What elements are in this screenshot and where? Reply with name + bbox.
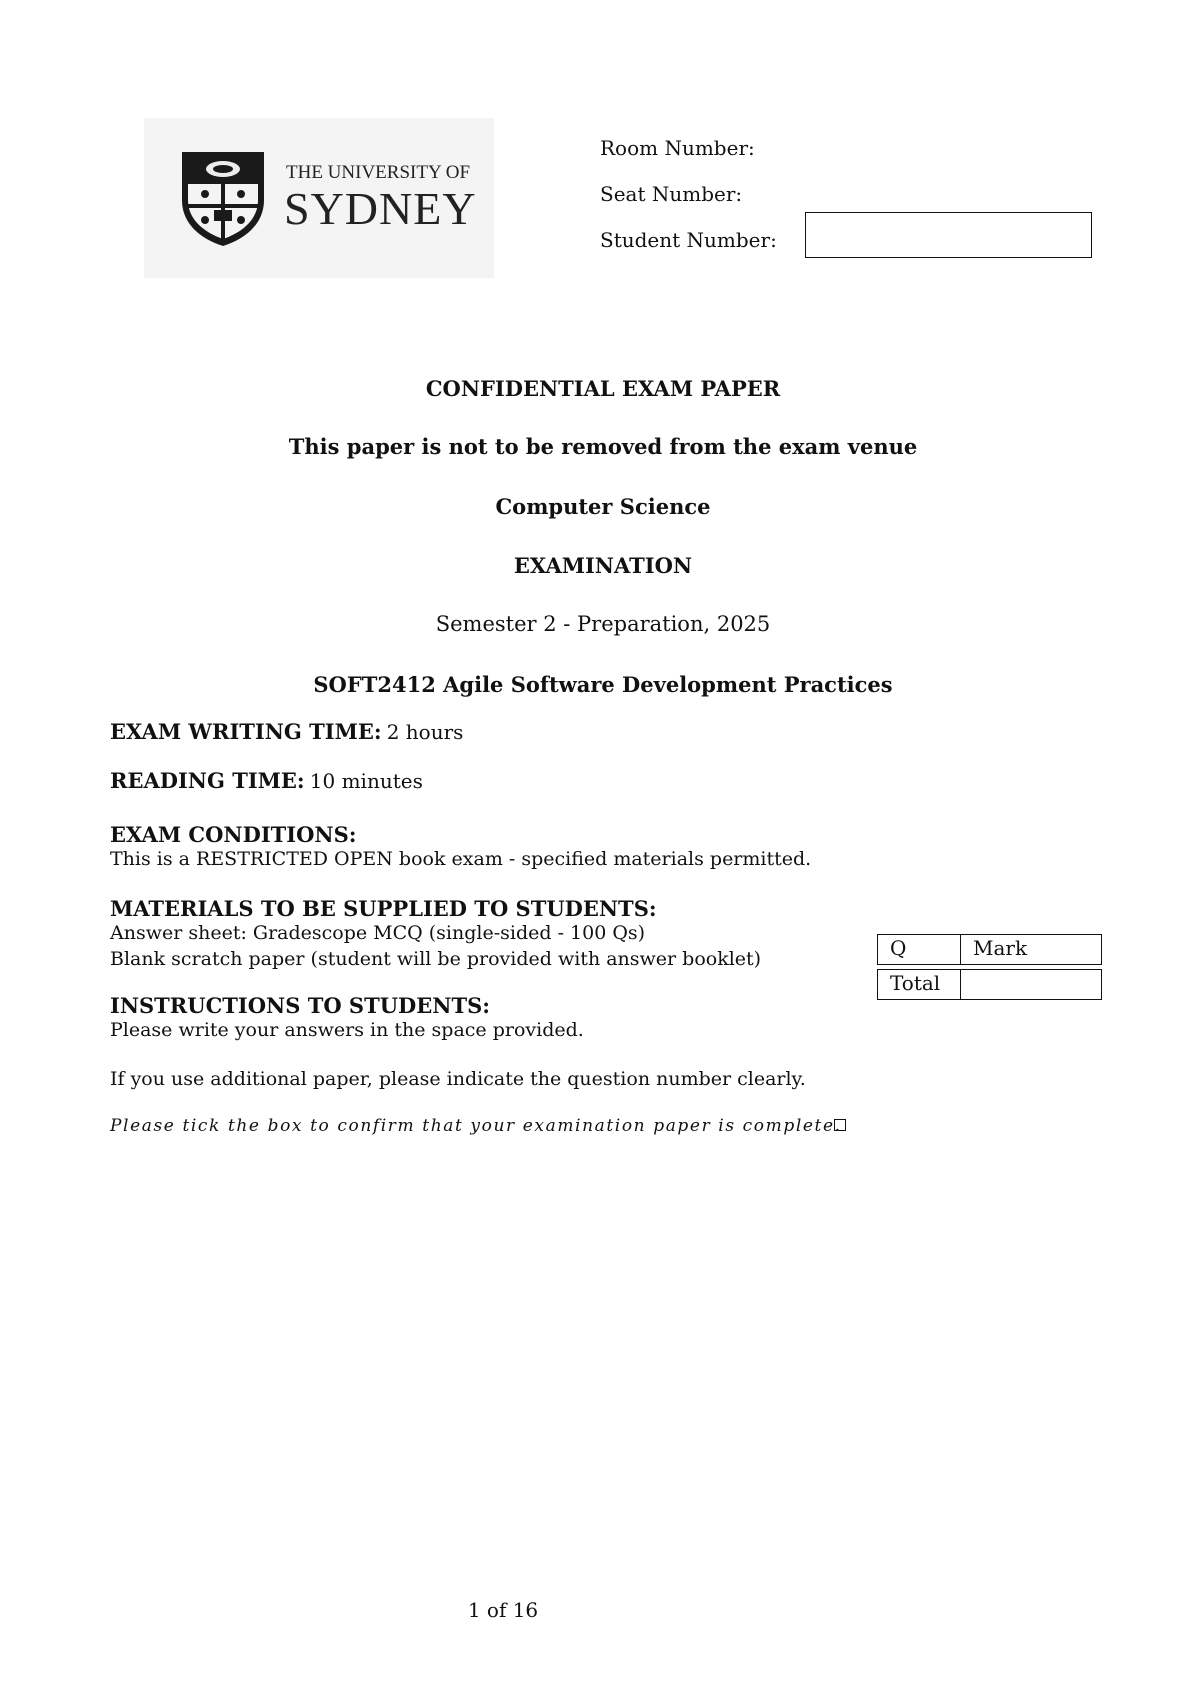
page-number: 1 of 16 [467,1598,539,1622]
student-number-label: Student Number: [600,228,777,252]
logo-text-line1: THE UNIVERSITY OF [286,162,471,183]
room-number-label: Room Number: [600,136,755,160]
mark-table-total-label: Total [878,970,961,999]
confirm-complete-checkbox[interactable] [834,1119,846,1131]
logo-text-line2: SYDNEY [284,183,477,234]
mark-table-header-row [877,934,1102,965]
crest-icon [178,148,268,248]
mark-table-mark-header: Mark [973,936,1028,960]
materials-label: MATERIALS TO BE SUPPLIED TO STUDENTS: [110,896,657,921]
university-logo [144,118,494,278]
mark-table-total-value[interactable] [961,970,1101,999]
materials-line-2: Blank scratch paper (student will be provided with answer booklet) [110,948,762,970]
instructions-label: INSTRUCTIONS TO STUDENTS: [110,993,490,1018]
seat-number-label: Seat Number: [600,182,743,206]
mark-table [877,934,1102,1000]
semester-line: Semester 2 - Preparation, 2025 [435,612,771,636]
materials-line-1: Answer sheet: Gradescope MCQ (single-sided - 100 Qs) [110,922,646,944]
venue-notice: This paper is not to be removed from the exam venue [288,434,918,459]
writing-time-value: 2 hours [386,720,464,744]
reading-time-row [110,768,423,793]
instructions-line-1: Please write your answers in the space provided. [110,1019,584,1041]
reading-time-value: 10 minutes [309,769,423,793]
reading-time-label: READING TIME: [110,768,305,793]
exam-type-title: EXAMINATION [513,553,693,578]
writing-time-label: EXAM WRITING TIME: [110,719,382,744]
student-number-input-box[interactable] [805,212,1092,258]
conditions-text: This is a RESTRICTED OPEN book exam - specified materials permitted. [110,848,812,870]
writing-time-row [110,719,463,744]
confirm-complete-text: Please tick the box to confirm that your examination paper is complete. [110,1116,842,1136]
department-title: Computer Science [495,494,711,519]
confidential-heading: CONFIDENTIAL EXAM PAPER [425,376,781,401]
mark-table-total-row [877,969,1102,1000]
conditions-label: EXAM CONDITIONS: [110,822,357,847]
mark-table-q-header: Q [878,935,961,964]
unit-title: SOFT2412 Agile Software Development Practices [313,672,893,697]
instructions-line-2: If you use additional paper, please indicate the question number clearly. [110,1068,806,1090]
